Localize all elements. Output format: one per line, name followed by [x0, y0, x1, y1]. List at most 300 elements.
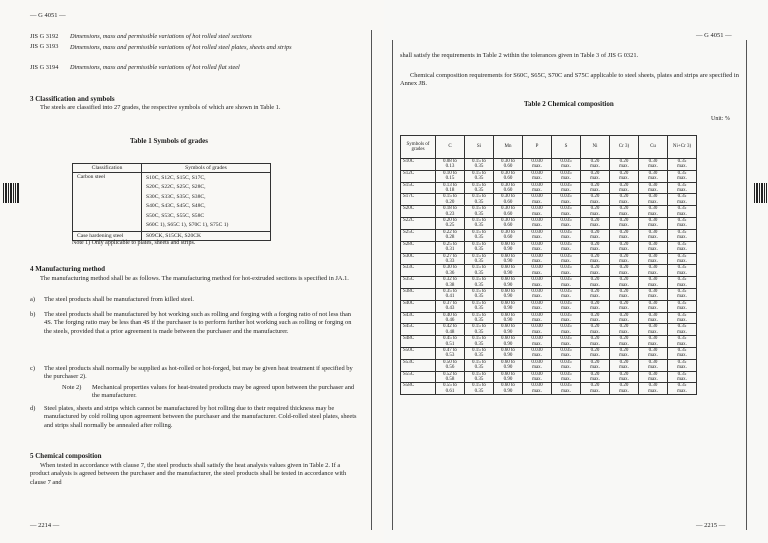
- mn-cell: 0.90: [494, 330, 523, 336]
- p-cell: max.: [523, 342, 552, 348]
- mn-cell: 0.90: [494, 318, 523, 324]
- si-cell: 0.35: [465, 164, 494, 170]
- ni-cell: 0.20: [581, 348, 610, 354]
- ni-cell: 0.20: [581, 194, 610, 200]
- mn-cell: 0.90: [494, 353, 523, 359]
- grade-cell: S12C: [401, 170, 436, 176]
- p-cell: 0.030: [523, 277, 552, 283]
- mn-cell: 0.90: [494, 389, 523, 395]
- reference-title: Dimensions, mass and permissible variations of hot rolled flat steel: [70, 64, 240, 71]
- si-cell: 0.35: [465, 377, 494, 383]
- p-cell: 0.030: [523, 265, 552, 271]
- mn-cell: 0.60 to: [494, 371, 523, 377]
- mn-cell: 0.60 to: [494, 336, 523, 342]
- s-cell: 0.035: [552, 359, 581, 365]
- list-marker: a): [30, 296, 35, 303]
- section-heading: 5 Chemical composition: [30, 452, 102, 460]
- cr-cell: 0.20: [610, 312, 639, 318]
- c-cell: 0.22 to: [436, 229, 465, 235]
- ni-cr-cell: 0.35: [668, 182, 697, 188]
- s-cell: max.: [552, 342, 581, 348]
- ni-cr-cell: max.: [668, 176, 697, 182]
- cr-cell: max.: [610, 365, 639, 371]
- s-cell: 0.035: [552, 312, 581, 318]
- ni-cell: 0.20: [581, 229, 610, 235]
- symbol-line: S10C, S12C, S15C, S17C,: [146, 175, 206, 181]
- cu-cell: max.: [639, 377, 668, 383]
- c-cell: 0.50 to: [436, 359, 465, 365]
- ni-cr-cell: max.: [668, 306, 697, 312]
- symbol-line: S60C 1), S65C 1), S70C 1), S75C 1): [146, 222, 229, 229]
- si-cell: 0.15 to: [465, 383, 494, 389]
- section-text: The manufacturing method shall be as follows. The manufacturing method for hot-extruded sections is specified in JA.1.: [40, 275, 349, 282]
- ni-cell: max.: [581, 365, 610, 371]
- c-cell: 0.13: [436, 164, 465, 170]
- p-cell: 0.030: [523, 288, 552, 294]
- table-note: Note 1) Only applicable to plates, sheets and strips.: [72, 240, 196, 246]
- column-header: S: [552, 136, 581, 159]
- s-cell: max.: [552, 365, 581, 371]
- mn-cell: 0.60 to: [494, 253, 523, 259]
- mn-cell: 0.60: [494, 164, 523, 170]
- ni-cr-cell: max.: [668, 365, 697, 371]
- mn-cell: 0.60: [494, 200, 523, 206]
- c-cell: 0.52 to: [436, 371, 465, 377]
- mn-cell: 0.60 to: [494, 265, 523, 271]
- mn-cell: 0.30 to: [494, 182, 523, 188]
- ni-cell: 0.20: [581, 383, 610, 389]
- c-cell: 0.27 to: [436, 253, 465, 259]
- cr-cell: max.: [610, 176, 639, 182]
- c-cell: 0.33: [436, 259, 465, 265]
- table2-caption: Table 2 Chemical composition: [524, 100, 614, 108]
- cr-cell: max.: [610, 271, 639, 277]
- si-cell: 0.35: [465, 342, 494, 348]
- cr-cell: max.: [610, 342, 639, 348]
- cu-cell: max.: [639, 306, 668, 312]
- p-cell: 0.030: [523, 312, 552, 318]
- p-cell: 0.030: [523, 359, 552, 365]
- ni-cr-cell: 0.35: [668, 159, 697, 165]
- cr-cell: max.: [610, 283, 639, 289]
- ni-cr-cell: 0.35: [668, 229, 697, 235]
- page-header: — G 4051 —: [30, 12, 66, 19]
- mn-cell: 0.60 to: [494, 348, 523, 354]
- cu-cell: 0.30: [639, 159, 668, 165]
- section-heading: 3 Classification and symbols: [30, 95, 115, 103]
- ni-cell: max.: [581, 306, 610, 312]
- page-number: — 2214 —: [30, 522, 60, 529]
- si-cell: 0.15 to: [465, 170, 494, 176]
- s-cell: 0.035: [552, 265, 581, 271]
- p-cell: max.: [523, 353, 552, 359]
- cu-cell: 0.30: [639, 206, 668, 212]
- list-item-text: Steel plates, sheets and strips which cannot be manufactured by hot rolling due to their required thickness may be manufactured by cold rolling upon agreement between the purchaser and the manufacturer. Cold-rolled steel plates, sheets and strips shall normally be annealed after rolling.: [44, 405, 357, 429]
- list-item-text: The steel products shall be manufactured by hot working such as rolling and forging with a forging ratio of not less than 4S. The forging ratio may be less than 4S if the purchaser is to perform further hot working such as rolling or forging on the steels, provided that a prior agreement is made between the purchaser and the manufacturer.: [44, 311, 352, 335]
- cr-cell: max.: [610, 223, 639, 229]
- ni-cr-cell: max.: [668, 377, 697, 383]
- ni-cr-cell: 0.35: [668, 265, 697, 271]
- ni-cell: 0.20: [581, 324, 610, 330]
- ni-cell: 0.20: [581, 206, 610, 212]
- section-text: The steels are classified into 27 grades, the respective symbols of which are shown in Table 1.: [40, 104, 281, 111]
- cr-cell: max.: [610, 353, 639, 359]
- si-cell: 0.15 to: [465, 253, 494, 259]
- si-cell: 0.35: [465, 235, 494, 241]
- cu-cell: 0.30: [639, 253, 668, 259]
- p-cell: 0.030: [523, 229, 552, 235]
- ni-cr-cell: max.: [668, 294, 697, 300]
- cu-cell: max.: [639, 330, 668, 336]
- cr-cell: 0.20: [610, 241, 639, 247]
- list-item-text: The steel products shall be manufactured from killed steel.: [44, 296, 194, 303]
- cu-cell: max.: [639, 389, 668, 395]
- c-cell: 0.08 to: [436, 159, 465, 165]
- cr-cell: 0.20: [610, 182, 639, 188]
- s-cell: max.: [552, 377, 581, 383]
- margin-rule: [746, 40, 747, 530]
- ni-cr-cell: max.: [668, 188, 697, 194]
- p-cell: max.: [523, 235, 552, 241]
- symbol-line: S30C, S33C, S35C, S38C,: [146, 193, 206, 200]
- c-cell: 0.35 to: [436, 288, 465, 294]
- s-cell: 0.035: [552, 194, 581, 200]
- c-cell: 0.61: [436, 389, 465, 395]
- cr-cell: 0.20: [610, 371, 639, 377]
- column-header: P: [523, 136, 552, 159]
- ni-cell: 0.20: [581, 170, 610, 176]
- cr-cell: max.: [610, 259, 639, 265]
- grade-cell: S15C: [401, 182, 436, 188]
- ni-cell: max.: [581, 330, 610, 336]
- cu-cell: 0.30: [639, 288, 668, 294]
- mn-cell: 0.60: [494, 188, 523, 194]
- c-cell: 0.23: [436, 212, 465, 218]
- si-cell: 0.15 to: [465, 359, 494, 365]
- si-cell: 0.15 to: [465, 159, 494, 165]
- c-cell: 0.15 to: [436, 194, 465, 200]
- c-cell: 0.36: [436, 271, 465, 277]
- cu-cell: max.: [639, 294, 668, 300]
- p-cell: 0.030: [523, 336, 552, 342]
- mn-cell: 0.90: [494, 342, 523, 348]
- cr-cell: 0.20: [610, 194, 639, 200]
- mn-cell: 0.60: [494, 235, 523, 241]
- cu-cell: 0.30: [639, 371, 668, 377]
- s-cell: 0.035: [552, 371, 581, 377]
- mn-cell: 0.60 to: [494, 288, 523, 294]
- mn-cell: 0.90: [494, 365, 523, 371]
- ni-cell: 0.20: [581, 359, 610, 365]
- s-cell: 0.035: [552, 253, 581, 259]
- grade-cell: S33C: [401, 265, 436, 271]
- page-number: — 2215 —: [696, 522, 726, 529]
- mn-cell: 0.90: [494, 283, 523, 289]
- mn-cell: 0.30 to: [494, 170, 523, 176]
- p-cell: max.: [523, 223, 552, 229]
- c-cell: 0.32 to: [436, 277, 465, 283]
- p-cell: max.: [523, 176, 552, 182]
- cr-cell: 0.20: [610, 170, 639, 176]
- section-text: When tested in accordance with clause 7, the steel products shall satisfy the heat analysis values given in Table 2. If a product analysis is agreed between the purchaser and the manufacturer, the steel products shall be tested in accordance with clause 7 and: [30, 462, 347, 486]
- si-cell: 0.35: [465, 283, 494, 289]
- s-cell: 0.035: [552, 348, 581, 354]
- ni-cell: 0.20: [581, 265, 610, 271]
- mn-cell: 0.60 to: [494, 241, 523, 247]
- cu-cell: 0.30: [639, 241, 668, 247]
- ni-cell: max.: [581, 353, 610, 359]
- cu-cell: max.: [639, 235, 668, 241]
- cr-cell: 0.20: [610, 206, 639, 212]
- ni-cell: max.: [581, 283, 610, 289]
- grade-cell: S50C: [401, 348, 436, 354]
- ni-cr-cell: max.: [668, 212, 697, 218]
- cu-cell: max.: [639, 200, 668, 206]
- ni-cr-cell: 0.35: [668, 371, 697, 377]
- cr-cell: max.: [610, 200, 639, 206]
- s-cell: max.: [552, 259, 581, 265]
- cu-cell: 0.30: [639, 336, 668, 342]
- ni-cell: 0.20: [581, 182, 610, 188]
- list-marker: d): [30, 405, 36, 412]
- s-cell: 0.035: [552, 277, 581, 283]
- cr-cell: 0.20: [610, 218, 639, 224]
- s-cell: 0.035: [552, 159, 581, 165]
- cu-cell: 0.30: [639, 265, 668, 271]
- cu-cell: 0.30: [639, 324, 668, 330]
- c-cell: 0.53: [436, 353, 465, 359]
- cr-cell: 0.20: [610, 324, 639, 330]
- ni-cr-cell: max.: [668, 223, 697, 229]
- ni-cell: max.: [581, 188, 610, 194]
- si-cell: 0.35: [465, 259, 494, 265]
- table1-caption: Table 1 Symbols of grades: [130, 137, 208, 145]
- cr-cell: 0.20: [610, 359, 639, 365]
- ni-cr-cell: 0.35: [668, 383, 697, 389]
- si-cell: 0.35: [465, 271, 494, 277]
- cu-cell: 0.30: [639, 277, 668, 283]
- s-cell: max.: [552, 318, 581, 324]
- grade-cell: S35C: [401, 277, 436, 283]
- grade-cell: S38C: [401, 288, 436, 294]
- grade-cell: S17C: [401, 194, 436, 200]
- reference-title: Dimensions, mass and permissible variations of hot rolled steel plates, sheets and strips: [70, 44, 292, 51]
- symbols-cell: S09CK, S15CK, S20CK: [142, 232, 271, 241]
- cr-cell: max.: [610, 164, 639, 170]
- cu-cell: 0.30: [639, 348, 668, 354]
- p-cell: max.: [523, 365, 552, 371]
- p-cell: max.: [523, 259, 552, 265]
- c-cell: 0.55 to: [436, 383, 465, 389]
- s-cell: max.: [552, 235, 581, 241]
- ni-cr-cell: 0.35: [668, 312, 697, 318]
- c-cell: 0.56: [436, 365, 465, 371]
- ni-cr-cell: max.: [668, 271, 697, 277]
- p-cell: 0.030: [523, 348, 552, 354]
- ni-cr-cell: 0.35: [668, 348, 697, 354]
- mn-cell: 0.60 to: [494, 312, 523, 318]
- cr-cell: 0.20: [610, 288, 639, 294]
- p-cell: max.: [523, 318, 552, 324]
- c-cell: 0.18 to: [436, 206, 465, 212]
- si-cell: 0.15 to: [465, 206, 494, 212]
- ni-cr-cell: 0.35: [668, 336, 697, 342]
- ni-cr-cell: max.: [668, 200, 697, 206]
- classification-cell: Case hardening steel: [73, 232, 142, 241]
- scan-marks: [3, 183, 19, 203]
- column-header: Ni: [581, 136, 610, 159]
- cu-cell: 0.30: [639, 218, 668, 224]
- grade-cell: S10C: [401, 159, 436, 165]
- ni-cr-cell: max.: [668, 389, 697, 395]
- si-cell: 0.35: [465, 212, 494, 218]
- cu-cell: 0.30: [639, 312, 668, 318]
- ni-cr-cell: 0.35: [668, 253, 697, 259]
- s-cell: 0.035: [552, 288, 581, 294]
- p-cell: 0.030: [523, 206, 552, 212]
- si-cell: 0.35: [465, 306, 494, 312]
- c-cell: 0.58: [436, 377, 465, 383]
- reference-title: Dimensions, mass and permissible variations of hot rolled steel sections: [70, 33, 252, 40]
- cu-cell: max.: [639, 223, 668, 229]
- cr-cell: max.: [610, 188, 639, 194]
- grade-cell: S55C: [401, 371, 436, 377]
- cr-cell: max.: [610, 389, 639, 395]
- grade-cell: S28C: [401, 241, 436, 247]
- c-cell: 0.25 to: [436, 241, 465, 247]
- ni-cell: 0.20: [581, 159, 610, 165]
- p-cell: max.: [523, 306, 552, 312]
- table-header: Symbols of grades: [142, 164, 271, 173]
- cu-cell: max.: [639, 176, 668, 182]
- s-cell: 0.035: [552, 218, 581, 224]
- column-header: Si: [465, 136, 494, 159]
- grade-cell: S58C: [401, 383, 436, 389]
- ni-cell: 0.20: [581, 241, 610, 247]
- grade-cell: S22C: [401, 218, 436, 224]
- column-header: C: [436, 136, 465, 159]
- grades-table: [72, 163, 271, 241]
- si-cell: 0.15 to: [465, 324, 494, 330]
- p-cell: 0.030: [523, 218, 552, 224]
- cu-cell: max.: [639, 318, 668, 324]
- s-cell: 0.035: [552, 336, 581, 342]
- si-cell: 0.35: [465, 247, 494, 253]
- c-cell: 0.20: [436, 200, 465, 206]
- mn-cell: 0.30 to: [494, 194, 523, 200]
- mn-cell: 0.30 to: [494, 229, 523, 235]
- p-cell: 0.030: [523, 253, 552, 259]
- cu-cell: max.: [639, 271, 668, 277]
- p-cell: max.: [523, 377, 552, 383]
- grade-cell: S48C: [401, 336, 436, 342]
- ni-cell: max.: [581, 164, 610, 170]
- list-marker: b): [30, 311, 36, 318]
- c-cell: 0.48: [436, 330, 465, 336]
- ni-cr-cell: max.: [668, 283, 697, 289]
- ni-cr-cell: 0.35: [668, 194, 697, 200]
- grade-cell: [401, 389, 436, 395]
- p-cell: 0.030: [523, 182, 552, 188]
- c-cell: 0.10 to: [436, 170, 465, 176]
- c-cell: 0.38: [436, 283, 465, 289]
- cu-cell: 0.30: [639, 170, 668, 176]
- cr-cell: 0.20: [610, 253, 639, 259]
- note-label: Note 2): [62, 384, 82, 391]
- p-cell: max.: [523, 212, 552, 218]
- ni-cr-cell: max.: [668, 247, 697, 253]
- c-cell: 0.45 to: [436, 336, 465, 342]
- si-cell: 0.15 to: [465, 229, 494, 235]
- mn-cell: 0.90: [494, 306, 523, 312]
- cu-cell: max.: [639, 247, 668, 253]
- ni-cell: max.: [581, 200, 610, 206]
- ni-cr-cell: 0.35: [668, 300, 697, 306]
- ni-cell: max.: [581, 223, 610, 229]
- ni-cell: max.: [581, 212, 610, 218]
- c-cell: 0.15: [436, 176, 465, 182]
- cr-cell: max.: [610, 330, 639, 336]
- ni-cell: max.: [581, 176, 610, 182]
- p-cell: 0.030: [523, 159, 552, 165]
- cu-cell: 0.30: [639, 182, 668, 188]
- table-body: [401, 159, 697, 395]
- s-cell: 0.035: [552, 206, 581, 212]
- section-heading: 4 Manufacturing method: [30, 265, 106, 273]
- s-cell: max.: [552, 223, 581, 229]
- ni-cell: 0.20: [581, 371, 610, 377]
- s-cell: 0.035: [552, 241, 581, 247]
- ni-cr-cell: 0.35: [668, 206, 697, 212]
- si-cell: 0.35: [465, 330, 494, 336]
- s-cell: 0.035: [552, 229, 581, 235]
- paragraph: Chemical composition requirements for S60C, S65C, S70C and S75C applicable to steel sheets, plates and strips are specified in Annex JB.: [400, 72, 739, 88]
- ni-cr-cell: 0.35: [668, 218, 697, 224]
- si-cell: 0.15 to: [465, 241, 494, 247]
- p-cell: 0.030: [523, 324, 552, 330]
- cr-cell: 0.20: [610, 348, 639, 354]
- si-cell: 0.15 to: [465, 312, 494, 318]
- s-cell: max.: [552, 164, 581, 170]
- cu-cell: max.: [639, 259, 668, 265]
- c-cell: 0.25: [436, 223, 465, 229]
- grade-cell: S53C: [401, 359, 436, 365]
- cu-cell: max.: [639, 365, 668, 371]
- p-cell: 0.030: [523, 194, 552, 200]
- list-item-text: The steel products shall normally be supplied as hot-rolled or hot-forged, but may be given heat treatment if specified by the purchaser 2).: [44, 365, 353, 381]
- ni-cell: max.: [581, 271, 610, 277]
- cu-cell: max.: [639, 212, 668, 218]
- c-cell: 0.47 to: [436, 348, 465, 354]
- symbols-cell: [142, 173, 271, 232]
- mn-cell: 0.30 to: [494, 218, 523, 224]
- cr-cell: max.: [610, 294, 639, 300]
- si-cell: 0.35: [465, 389, 494, 395]
- si-cell: 0.15 to: [465, 182, 494, 188]
- symbol-line: S50C, S53C, S55C, S58C: [146, 212, 205, 219]
- mn-cell: 0.90: [494, 377, 523, 383]
- chemical-composition-table: [400, 135, 697, 395]
- cr-cell: 0.20: [610, 383, 639, 389]
- paragraph: shall satisfy the requirements in Table 2 within the tolerances given in Table 3 of JIS G 0321.: [400, 52, 639, 59]
- ni-cell: 0.20: [581, 218, 610, 224]
- p-cell: max.: [523, 247, 552, 253]
- s-cell: 0.035: [552, 182, 581, 188]
- si-cell: 0.35: [465, 353, 494, 359]
- page-header: — G 4051 —: [696, 32, 732, 39]
- si-cell: 0.35: [465, 200, 494, 206]
- cr-cell: 0.20: [610, 229, 639, 235]
